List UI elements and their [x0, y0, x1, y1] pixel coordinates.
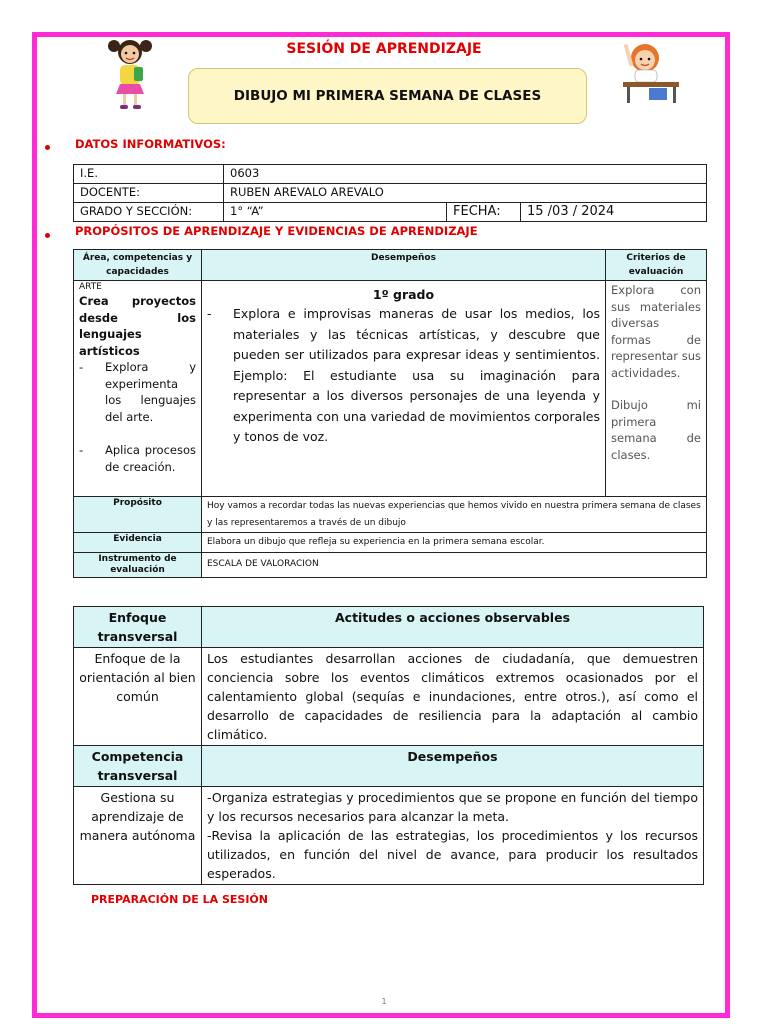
col-desempenos-header: Desempeños	[202, 746, 704, 787]
table-row	[74, 648, 704, 746]
list-item: - Explora e improvisas maneras de usar los medios, los materiales y las técnicas artísticas, y descubre que pueden ser utilizados para expresar ideas y sentimientos. Ejemplo: El estudiante usa su imaginación para representar a los diversos personajes de una leyenda y experimenta con una variedad de movimientos corporales y tonos de voz.	[207, 304, 600, 448]
instrumento-value: ESCALA DE VALORACION	[202, 552, 707, 577]
criterios-cell	[606, 281, 707, 497]
area-cell	[74, 281, 202, 497]
table-row	[74, 552, 707, 577]
area-label: ARTE	[79, 282, 102, 292]
enfoque-name: Enfoque de la orientación al bien común	[74, 648, 202, 746]
criterio-2: Dibujo mi primera semana de clases.	[611, 398, 701, 462]
docente-value: RUBEN AREVALO AREVALO	[224, 184, 707, 203]
propositos-table	[73, 249, 707, 578]
fecha-label: FECHA:	[447, 203, 521, 222]
grado-label: 1º grado	[372, 287, 435, 302]
session-title: SESIÓN DE APRENDIZAJE	[286, 41, 482, 57]
competencia-text-1: -Organiza estrategias y procedimientos que se propone en función del tiempo y los recursos necesarios para alcanzar la meta.	[207, 790, 698, 824]
table-row	[74, 497, 707, 533]
desempeno-cell	[202, 281, 606, 497]
table-row	[74, 250, 707, 281]
proposito-label: Propósito	[74, 497, 202, 533]
preparacion-heading: PREPARACIÓN DE LA SESIÓN	[91, 893, 268, 906]
table-row	[74, 281, 707, 497]
proposito-value: Hoy vamos a recordar todas las nuevas experiencias que hemos vivido en nuestra primera semana de clases y las representaremos a través de un dibujo	[202, 497, 707, 533]
session-banner: DIBUJO MI PRIMERA SEMANA DE CLASES	[188, 68, 587, 124]
datos-heading: DATOS INFORMATIVOS:	[75, 137, 226, 151]
ie-label: I.E.	[74, 165, 224, 184]
competencia-cell	[202, 787, 704, 885]
list-item: - Explora y experimenta los lenguajes del arte.	[79, 359, 196, 425]
fecha-value: 15 /03 / 2024	[521, 203, 707, 222]
page-number: 1	[381, 997, 387, 1006]
col-area-header: Área, competencias y capacidades	[74, 250, 202, 281]
bullet-icon	[45, 233, 50, 238]
instrumento-label: Instrumento de evaluación	[74, 552, 202, 577]
datos-table	[73, 164, 707, 222]
col-criterios-header: Criterios de evaluación	[606, 250, 707, 281]
col-desempenos-header: Desempeños	[202, 250, 606, 281]
competencia-text-2: -Revisa la aplicación de las estrategias, los procedimientos y los recursos utilizados, en función del nivel de avance, para producir los resultados esperados.	[207, 828, 698, 881]
ie-value: 0603	[224, 165, 707, 184]
evidencia-label: Evidencia	[74, 533, 202, 553]
col-actitudes-header: Actitudes o acciones observables	[202, 607, 704, 648]
col-competencia-header: Competencia transversal	[74, 746, 202, 787]
table-row	[74, 787, 704, 885]
bullet-icon	[45, 145, 50, 150]
table-row	[74, 607, 704, 648]
desempeno-list	[207, 304, 600, 448]
table-row	[74, 184, 707, 203]
evidencia-value: Elabora un dibujo que refleja su experiencia en la primera semana escolar.	[202, 533, 707, 553]
list-item: - Aplica procesos de creación.	[79, 442, 196, 475]
table-row	[74, 165, 707, 184]
competencia-text: Crea proyectos desde los lenguajes artísticos	[79, 294, 196, 358]
table-row	[74, 533, 707, 553]
enfoque-text: Los estudiantes desarrollan acciones de ciudadanía, que demuestren conciencia sobre los eventos climáticos extremos ocasionados por el calentamiento global (sequías e inundaciones, entre otros.), así como el desarrollo de capacidades de resiliencia para la adaptación al cambio climático.	[202, 648, 704, 746]
capacidades-list	[79, 359, 196, 475]
criterio-1: Explora con sus materiales diversas formas de representar sus actividades.	[611, 283, 701, 380]
competencia-name: Gestiona su aprendizaje de manera autónoma	[74, 787, 202, 885]
grado-value: 1° “A”	[224, 203, 447, 222]
enfoque-table	[73, 606, 704, 885]
table-row	[74, 203, 707, 222]
table-row	[74, 746, 704, 787]
grado-label: GRADO Y SECCIÓN:	[74, 203, 224, 222]
col-enfoque-header: Enfoque transversal	[74, 607, 202, 648]
docente-label: DOCENTE:	[74, 184, 224, 203]
propositos-heading: PROPÓSITOS DE APRENDIZAJE Y EVIDENCIAS DE APRENDIZAJE	[75, 224, 478, 238]
